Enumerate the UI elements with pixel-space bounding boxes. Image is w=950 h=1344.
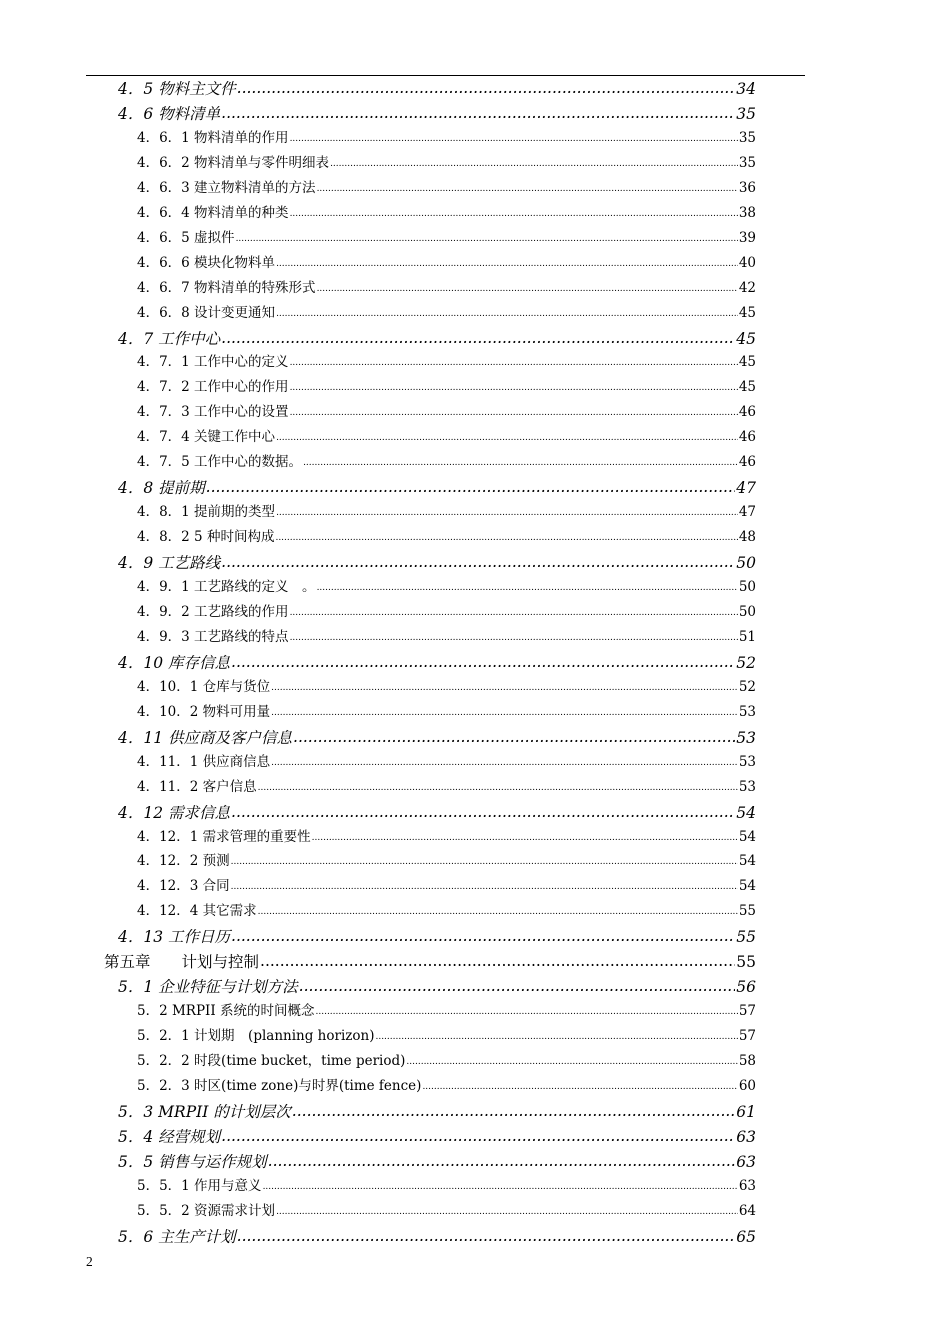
toc-dot-leader — [268, 1154, 736, 1170]
toc-entry[interactable] — [118, 653, 756, 672]
toc-entry[interactable] — [118, 728, 756, 747]
toc-entry-page: 51 — [738, 628, 756, 645]
toc-entry-title: 4．12．4 其它需求 — [137, 903, 257, 920]
toc-entry-title: 第五章 计划与控制 — [104, 953, 260, 972]
toc-entry-title: 5．2．3 时区(time zone)与时界(time fence) — [137, 1078, 422, 1094]
toc-dot-leader — [317, 584, 738, 593]
toc-dot-leader — [290, 359, 738, 368]
toc-entry-title: 5．5．2 资源需求计划 — [137, 1202, 276, 1219]
toc-entry-page: 57 — [738, 1028, 756, 1045]
toc-dot-leader — [276, 260, 738, 269]
toc-entry-page: 63 — [736, 1152, 756, 1171]
toc-dot-leader — [206, 480, 736, 496]
toc-entry[interactable] — [118, 930, 756, 946]
toc-entry-page: 54 — [736, 803, 756, 822]
toc-entry[interactable] — [137, 179, 756, 196]
toc-dot-leader — [271, 759, 738, 768]
toc-entry-page: 61 — [736, 1102, 756, 1121]
toc-dot-leader — [221, 555, 735, 571]
toc-entry-page: 48 — [738, 529, 756, 546]
toc-dot-leader — [317, 185, 738, 194]
toc-entry-title: 4．5 物料主文件 — [118, 80, 236, 98]
toc-entry[interactable] — [137, 381, 756, 395]
toc-entry[interactable] — [118, 329, 756, 348]
toc-entry-title: 4．7．2 工作中心的作用 — [137, 379, 289, 396]
toc-entry-title: 5．5．1 作用与意义 — [137, 1177, 262, 1194]
header-rule — [86, 75, 805, 76]
toc-entry-page: 55 — [738, 903, 756, 920]
toc-entry-title: 4．8．1 提前期的类型 — [137, 504, 276, 521]
toc-entry-title: 4．6 物料清单 — [118, 104, 221, 123]
toc-entry-page: 45 — [738, 304, 756, 321]
toc-entry-page: 53 — [738, 753, 756, 770]
toc-dot-leader — [293, 730, 735, 746]
toc-entry[interactable] — [137, 254, 756, 271]
toc-entry-page: 65 — [736, 1227, 756, 1246]
toc-entry-title: 4．7．3 工作中心的设置 — [137, 404, 289, 421]
toc-entry-title: 4．12．2 预测 — [137, 853, 230, 870]
toc-entry[interactable] — [118, 82, 756, 98]
toc-entry-page: 53 — [738, 778, 756, 795]
toc-entry[interactable] — [118, 1227, 756, 1246]
toc-dot-leader — [236, 235, 738, 244]
toc-dot-leader — [276, 509, 738, 518]
toc-entry-title: 4．9．1 工艺路线的定义 。 — [137, 579, 316, 595]
toc-dot-leader — [231, 929, 735, 945]
toc-entry-title: 4．6．3 建立物料清单的方法 — [137, 179, 316, 196]
toc-entry-page: 54 — [738, 853, 756, 870]
toc-dot-leader — [276, 1208, 738, 1217]
toc-entry-title: 4．9．2 工艺路线的作用 — [137, 603, 289, 620]
toc-entry[interactable] — [137, 753, 756, 770]
toc-entry-title: 4．6．5 虚拟件 — [137, 229, 235, 246]
toc-entry-page: 56 — [736, 978, 756, 997]
toc-entry[interactable] — [137, 456, 756, 470]
toc-dot-leader — [271, 684, 738, 693]
toc-entry-title: 4．8．2 5 种时间构成 — [137, 529, 275, 546]
toc-entry[interactable] — [118, 481, 756, 497]
toc-entry[interactable] — [137, 1005, 756, 1019]
toc-entry-title: 4．9．3 工艺路线的特点 — [137, 628, 289, 645]
toc-entry-page: 50 — [736, 554, 756, 573]
toc-entry[interactable] — [137, 778, 756, 795]
toc-entry-title: 5．2．1 计划期 (planning horizon) — [137, 1028, 375, 1045]
toc-entry-page: 52 — [738, 678, 756, 695]
toc-dot-leader — [292, 1104, 735, 1120]
toc-entry-page: 45 — [738, 354, 756, 371]
toc-entry[interactable] — [118, 980, 756, 996]
toc-entry-page: 35 — [738, 154, 756, 171]
toc-entry-page: 35 — [736, 104, 756, 123]
toc-entry-title: 5．2．2 时段(time bucket，time period) — [137, 1053, 406, 1070]
toc-entry-page: 46 — [738, 454, 756, 471]
toc-entry[interactable] — [137, 703, 756, 720]
toc-dot-leader — [317, 285, 738, 294]
toc-dot-leader — [258, 908, 738, 917]
toc-dot-leader — [275, 534, 737, 543]
toc-entry[interactable] — [137, 1055, 756, 1069]
toc-entry-title: 5．4 经营规划 — [118, 1127, 221, 1146]
toc-dot-leader — [422, 1083, 737, 1092]
toc-entry-title: 5．6 主生产计划 — [118, 1227, 236, 1246]
toc-entry-page: 46 — [738, 429, 756, 446]
toc-entry-page: 42 — [738, 279, 756, 296]
toc-entry-title: 4．12．1 需求管理的重要性 — [137, 828, 311, 845]
toc-entry-page: 47 — [736, 479, 756, 498]
toc-entry-title: 4．6．2 物料清单与零件明细表 — [137, 154, 330, 171]
toc-entry[interactable] — [137, 154, 756, 171]
toc-entry-page: 63 — [738, 1177, 756, 1194]
toc-entry[interactable] — [137, 356, 756, 370]
toc-entry[interactable] — [118, 803, 756, 822]
toc-entry-title: 4．7．1 工作中心的定义 — [137, 354, 289, 371]
toc-dot-leader — [221, 106, 735, 122]
toc-entry-title: 4．7 工作中心 — [118, 329, 221, 348]
toc-entry-page: 47 — [738, 504, 756, 521]
toc-entry[interactable] — [118, 1102, 756, 1121]
toc-entry-title: 4．11．1 供应商信息 — [137, 753, 271, 770]
toc-entry-title: 5．1 企业特征与计划方法 — [118, 978, 298, 997]
toc-dot-leader — [271, 709, 738, 718]
toc-entry-page: 40 — [738, 254, 756, 271]
toc-entry[interactable] — [137, 880, 756, 894]
toc-entry-title: 4．6．7 物料清单的特殊形式 — [137, 279, 316, 296]
toc-dot-leader — [231, 858, 738, 867]
toc-entry-title: 4．8 提前期 — [118, 479, 205, 498]
toc-dot-leader — [276, 310, 738, 319]
toc-entry-page: 54 — [738, 828, 756, 845]
toc-entry-page: 45 — [738, 379, 756, 396]
toc-entry-title: 4．10 库存信息 — [118, 653, 231, 672]
toc-entry[interactable] — [118, 1127, 756, 1146]
toc-dot-leader — [312, 834, 738, 843]
toc-entry-page: 46 — [738, 404, 756, 421]
toc-entry[interactable] — [137, 855, 756, 869]
toc-dot-leader — [276, 434, 738, 443]
toc-entry[interactable] — [137, 628, 756, 645]
toc-dot-leader — [330, 160, 738, 169]
toc-dot-leader — [290, 409, 738, 418]
toc-entry[interactable] — [137, 406, 756, 420]
toc-entry-title: 5．3 MRPII 的计划层次 — [118, 1102, 291, 1121]
toc-dot-leader — [221, 1129, 735, 1145]
toc-entry-title: 4．7．4 关键工作中心 — [137, 429, 276, 446]
toc-entry[interactable] — [137, 229, 756, 246]
toc-dot-leader — [375, 1033, 737, 1042]
toc-entry-title: 4．11 供应商及客户信息 — [118, 728, 293, 747]
toc-entry[interactable] — [104, 955, 756, 971]
toc-dot-leader — [290, 135, 738, 144]
toc-entry-title: 4．12 需求信息 — [118, 803, 231, 822]
toc-entry-page: 53 — [736, 728, 756, 747]
toc-entry-page: 63 — [736, 1127, 756, 1146]
toc-entry-page: 55 — [736, 953, 756, 972]
toc-entry-page: 60 — [738, 1078, 756, 1094]
toc-dot-leader — [231, 655, 735, 671]
toc-entry-page: 64 — [738, 1202, 756, 1219]
toc-entry-page: 45 — [736, 329, 756, 348]
toc-entry[interactable] — [118, 556, 756, 572]
toc-entry-page: 50 — [738, 603, 756, 620]
toc-entry-page: 50 — [738, 579, 756, 595]
toc-entry-title: 4．6．1 物料清单的作用 — [137, 129, 289, 146]
toc-dot-leader — [299, 979, 736, 995]
toc-dot-leader — [303, 459, 738, 468]
toc-entry-title: 4．13 工作日历 — [118, 928, 231, 947]
toc-entry-page: 54 — [738, 878, 756, 895]
toc-entry-page: 35 — [738, 129, 756, 146]
toc-entry[interactable] — [137, 678, 756, 695]
toc-dot-leader — [231, 883, 738, 892]
toc-dot-leader — [263, 1183, 738, 1192]
toc-dot-leader — [290, 210, 738, 219]
toc-entry-title: 4．6．4 物料清单的种类 — [137, 204, 289, 221]
toc-dot-leader — [260, 954, 735, 970]
toc-dot-leader — [290, 609, 738, 618]
toc-entry-page: 55 — [736, 928, 756, 947]
toc-entry[interactable] — [118, 104, 756, 123]
toc-dot-leader — [406, 1058, 737, 1067]
toc-dot-leader — [290, 384, 738, 393]
toc-dot-leader — [231, 805, 735, 821]
page-number: 2 — [86, 1254, 93, 1269]
toc-entry[interactable] — [137, 1177, 756, 1194]
toc-entry-title: 4．9 工艺路线 — [118, 554, 221, 573]
toc-entry-page: 58 — [738, 1053, 756, 1070]
toc-entry[interactable] — [118, 1152, 756, 1171]
toc-entry[interactable] — [137, 531, 756, 545]
toc-dot-leader — [258, 784, 738, 793]
toc-entry-page: 57 — [738, 1003, 756, 1020]
toc-entry[interactable] — [137, 431, 756, 445]
toc-entry[interactable] — [137, 506, 756, 520]
toc-entry-title: 4．6．6 模块化物料单 — [137, 254, 276, 271]
toc-entry[interactable] — [137, 828, 756, 845]
toc-dot-leader — [290, 634, 738, 643]
toc-entry-title: 4．11．2 客户信息 — [137, 778, 257, 795]
toc-entry[interactable] — [137, 304, 756, 321]
toc-entry-page: 52 — [736, 653, 756, 672]
toc-entry-page: 53 — [738, 703, 756, 720]
toc-entry[interactable] — [137, 905, 756, 919]
toc-entry[interactable] — [137, 603, 756, 620]
toc-dot-leader — [237, 81, 736, 97]
toc-entry-title: 4．10．1 仓库与货位 — [137, 678, 271, 695]
toc-entry-title: 4．12．3 合同 — [137, 878, 230, 895]
toc-entry-page: 38 — [738, 204, 756, 221]
toc-entry[interactable] — [137, 1080, 756, 1094]
toc-entry-title: 4．10．2 物料可用量 — [137, 703, 271, 720]
toc-entry[interactable] — [137, 1030, 756, 1044]
toc-entry-page: 34 — [736, 80, 756, 98]
toc-entry-title: 4．6．8 设计变更通知 — [137, 304, 276, 321]
toc-entry-page: 36 — [738, 179, 756, 196]
toc-entry[interactable] — [137, 581, 756, 595]
toc-entry-title: 5．5 销售与运作规划 — [118, 1152, 267, 1171]
toc-entry-title: 4．7．5 工作中心的数据。 — [137, 454, 303, 471]
toc-dot-leader — [316, 1008, 738, 1017]
toc-entry-title: 5．2 MRPII 系统的时间概念 — [137, 1003, 315, 1020]
toc-entry[interactable] — [137, 279, 756, 296]
toc-entry[interactable] — [137, 204, 756, 221]
toc-entry-page: 39 — [738, 229, 756, 246]
toc-entry[interactable] — [137, 129, 756, 146]
toc-dot-leader — [237, 1229, 736, 1245]
toc-dot-leader — [221, 331, 735, 347]
toc-entry[interactable] — [137, 1202, 756, 1219]
